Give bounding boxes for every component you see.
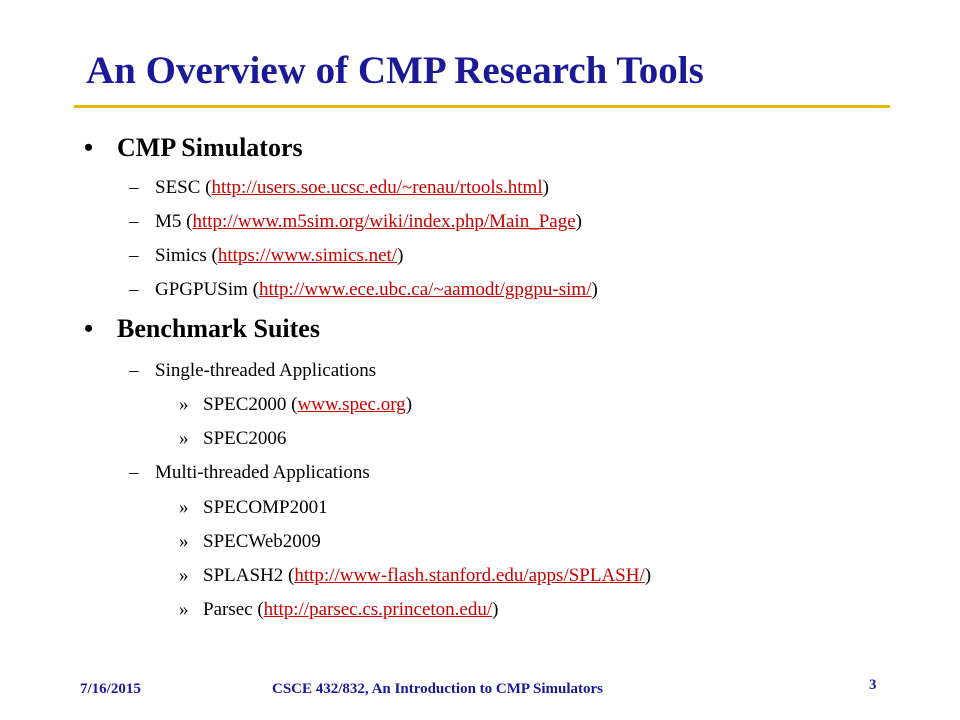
list-item-m5 [129,211,582,233]
group-label-multi-threaded [129,462,370,484]
paren-close: ) [542,177,549,198]
list-item-simics [129,245,403,267]
sub-marker: » [179,428,189,449]
item-name: SPECOMP2001 [203,497,328,518]
sub-marker: » [179,497,189,518]
item-name: Simics ( [155,245,218,266]
group-label-single-threaded [129,360,376,382]
item-name: SPEC2006 [203,428,287,449]
parsec-link[interactable]: http://parsec.cs.princeton.edu/ [263,599,493,620]
item-name: Parsec ( [203,599,264,620]
dash-marker: – [129,279,139,300]
group-label: Single-threaded Applications [155,360,377,381]
item-name: SPEC2000 ( [203,394,298,415]
item-name: SESC ( [155,177,212,198]
list-item-spec2006 [179,428,286,450]
paren-close: ) [405,394,413,415]
page-number: 3 [869,677,877,693]
list-item-spec2000 [179,394,412,416]
list-item-splash2 [179,565,651,587]
list-item-gpgpusim [129,279,598,301]
heading-text: CMP Simulators [117,133,303,162]
sub-marker: » [179,565,189,586]
section-heading-benchmarks [84,314,320,344]
list-item-sesc [129,177,549,199]
footer-course: CSCE 432/832, An Introduction to CMP Simulators [272,681,604,697]
paren-close: ) [591,279,598,300]
dash-marker: – [129,177,139,198]
sub-marker: » [179,531,189,552]
dash-marker: – [129,245,139,266]
list-item-specweb2009 [179,531,321,553]
list-item-parsec [179,599,498,621]
dash-marker: – [129,211,139,232]
title-underline [74,105,890,108]
dash-marker: – [129,462,139,483]
gpgpusim-link[interactable]: http://www.ece.ubc.ca/~aamodt/gpgpu-sim/ [259,279,592,300]
list-item-specomp2001 [179,497,328,519]
sesc-link[interactable]: http://users.soe.ucsc.edu/~renau/rtools.html [211,177,543,198]
sub-marker: » [179,394,189,415]
m5-link[interactable]: http://www.m5sim.org/wiki/index.php/Main_Page [192,211,576,232]
bullet-dot: • [84,133,94,162]
splash2-link[interactable]: http://www-flash.stanford.edu/apps/SPLASH/ [294,565,645,586]
group-label: Multi-threaded Applications [155,462,370,483]
section-heading-simulators [84,133,303,163]
paren-close: ) [644,565,652,586]
footer-date: 7/16/2015 [80,681,141,697]
item-name: GPGPUSim ( [155,279,259,300]
item-name: M5 ( [155,211,193,232]
item-name: SPLASH2 ( [203,565,295,586]
heading-text: Benchmark Suites [117,314,320,343]
dash-marker: – [129,360,139,381]
bullet-dot: • [84,314,94,343]
paren-close: ) [397,245,404,266]
paren-close: ) [575,211,582,232]
spec-link[interactable]: www.spec.org [297,394,406,415]
slide-title: An Overview of CMP Research Tools [86,49,704,92]
sub-marker: » [179,599,189,620]
item-name: SPECWeb2009 [203,531,321,552]
simics-link[interactable]: https://www.simics.net/ [217,245,398,266]
paren-close: ) [492,599,499,620]
